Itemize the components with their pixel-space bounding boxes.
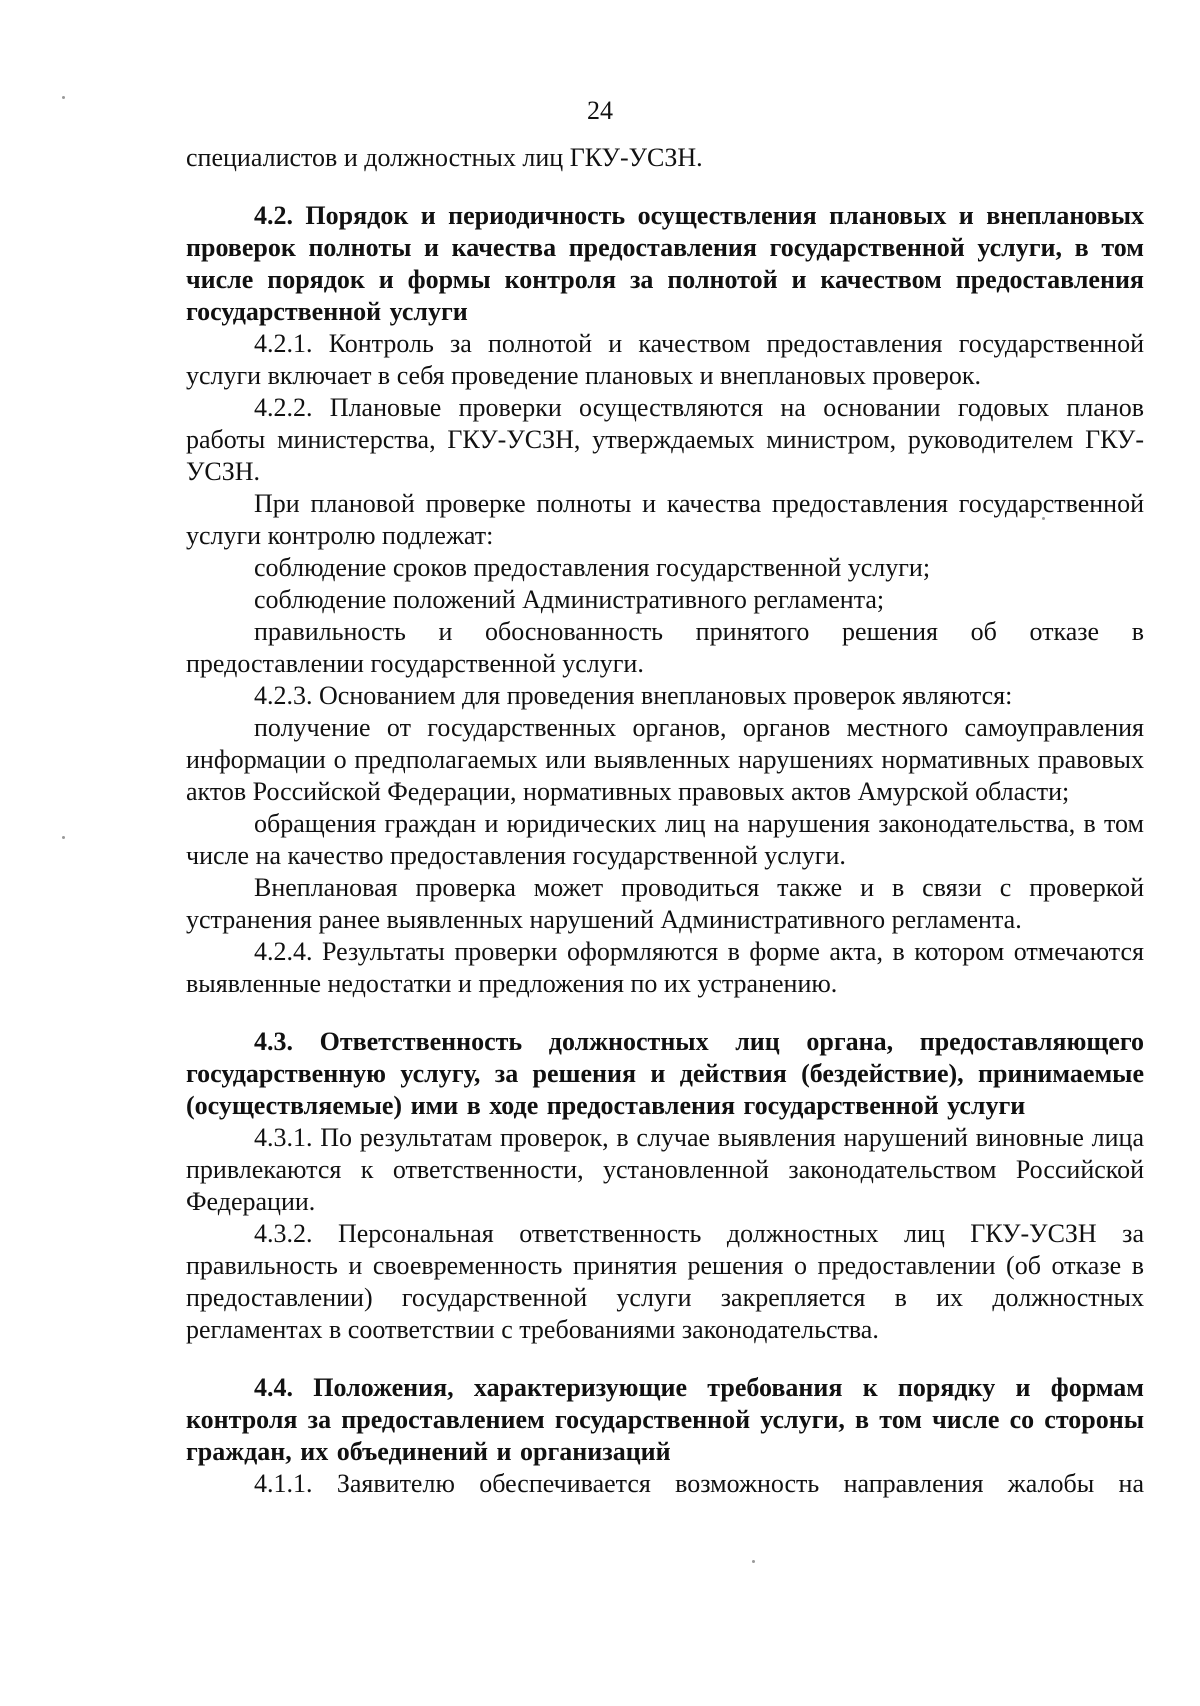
paragraph-continuation: специалистов и должностных лиц ГКУ-УСЗН. — [186, 143, 703, 172]
paragraph-4-1-1: 4.1.1. Заявителю обеспечивается возможность направления жалобы на — [254, 1469, 1144, 1498]
paragraph-unplanned-check: Внеплановая проверка может проводиться также и в связи с проверкой устранения ранее выявленных нарушений Административного регламента. — [186, 873, 1144, 934]
paragraph-4-2-4: 4.2.4. Результаты проверки оформляются в форме акта, в котором отмечаются выявленные недостатки и предложения по их устранению. — [186, 937, 1144, 998]
paragraph-4-2-1: 4.2.1. Контроль за полнотой и качеством предоставления государственной услуги включает в себя проведение плановых и внеплановых проверок. — [186, 329, 1144, 390]
list-item-information: получение от государственных органов, органов местного самоуправления информации о предполагаемых или выявленных нарушениях нормативных правовых актов Российской Федерации, нормативных правовых актов Амурской области; — [186, 713, 1144, 806]
page-number: 24 — [587, 96, 613, 125]
paragraph-4-2-2: 4.2.2. Плановые проверки осуществляются на основании годовых планов работы министерства, ГКУ-УСЗН, утверждаемых министром, руководителем ГКУ-УСЗН. — [186, 393, 1144, 486]
paragraph-planned-check: При плановой проверке полноты и качества предоставления государственной услуги контролю подлежат: — [186, 489, 1144, 550]
scan-speck — [752, 1560, 755, 1563]
paragraph-4-3-1: 4.3.1. По результатам проверок, в случае выявления нарушений виновные лица привлекаются к ответственности, установленной законодательством Российской Федерации. — [186, 1123, 1144, 1216]
section-heading-4-4: 4.4. Положения, характеризующие требования к порядку и формам контроля за предоставлением государственной услуги, в том числе со стороны граждан, их объединений и организаций — [186, 1373, 1144, 1466]
list-item-refusal: правильность и обоснованность принятого решения об отказе в предоставлении государственной услуги. — [186, 617, 1144, 678]
list-item-regulation: соблюдение положений Административного регламента; — [254, 585, 885, 614]
list-item-appeals: обращения граждан и юридических лиц на нарушения законодательства, в том числе на качество предоставления государственной услуги. — [186, 809, 1144, 870]
paragraph-4-3-2: 4.3.2. Персональная ответственность должностных лиц ГКУ-УСЗН за правильность и своевременность принятия решения о предоставлении (об отказе в предоставлении) государственной услуги закрепляется в их должностных регламентах в соответствии с требованиями законодательства. — [186, 1219, 1144, 1344]
scan-speck — [62, 836, 65, 839]
paragraph-4-2-3: 4.2.3. Основанием для проведения внеплановых проверок являются: — [254, 681, 1013, 710]
document-body — [186, 142, 1144, 1500]
list-item-deadlines: соблюдение сроков предоставления государственной услуги; — [254, 553, 931, 582]
section-heading-4-2: 4.2. Порядок и периодичность осуществления плановых и внеплановых проверок полноты и качества предоставления государственной услуги, в том числе порядок и формы контроля за полнотой и качеством предоставления государственной услуги — [186, 201, 1144, 326]
section-heading-4-3: 4.3. Ответственность должностных лиц органа, предоставляющего государственную услугу, за решения и действия (бездействие), принимаемые (осуществляемые) ими в ходе предоставления государственной услуги — [186, 1027, 1144, 1120]
